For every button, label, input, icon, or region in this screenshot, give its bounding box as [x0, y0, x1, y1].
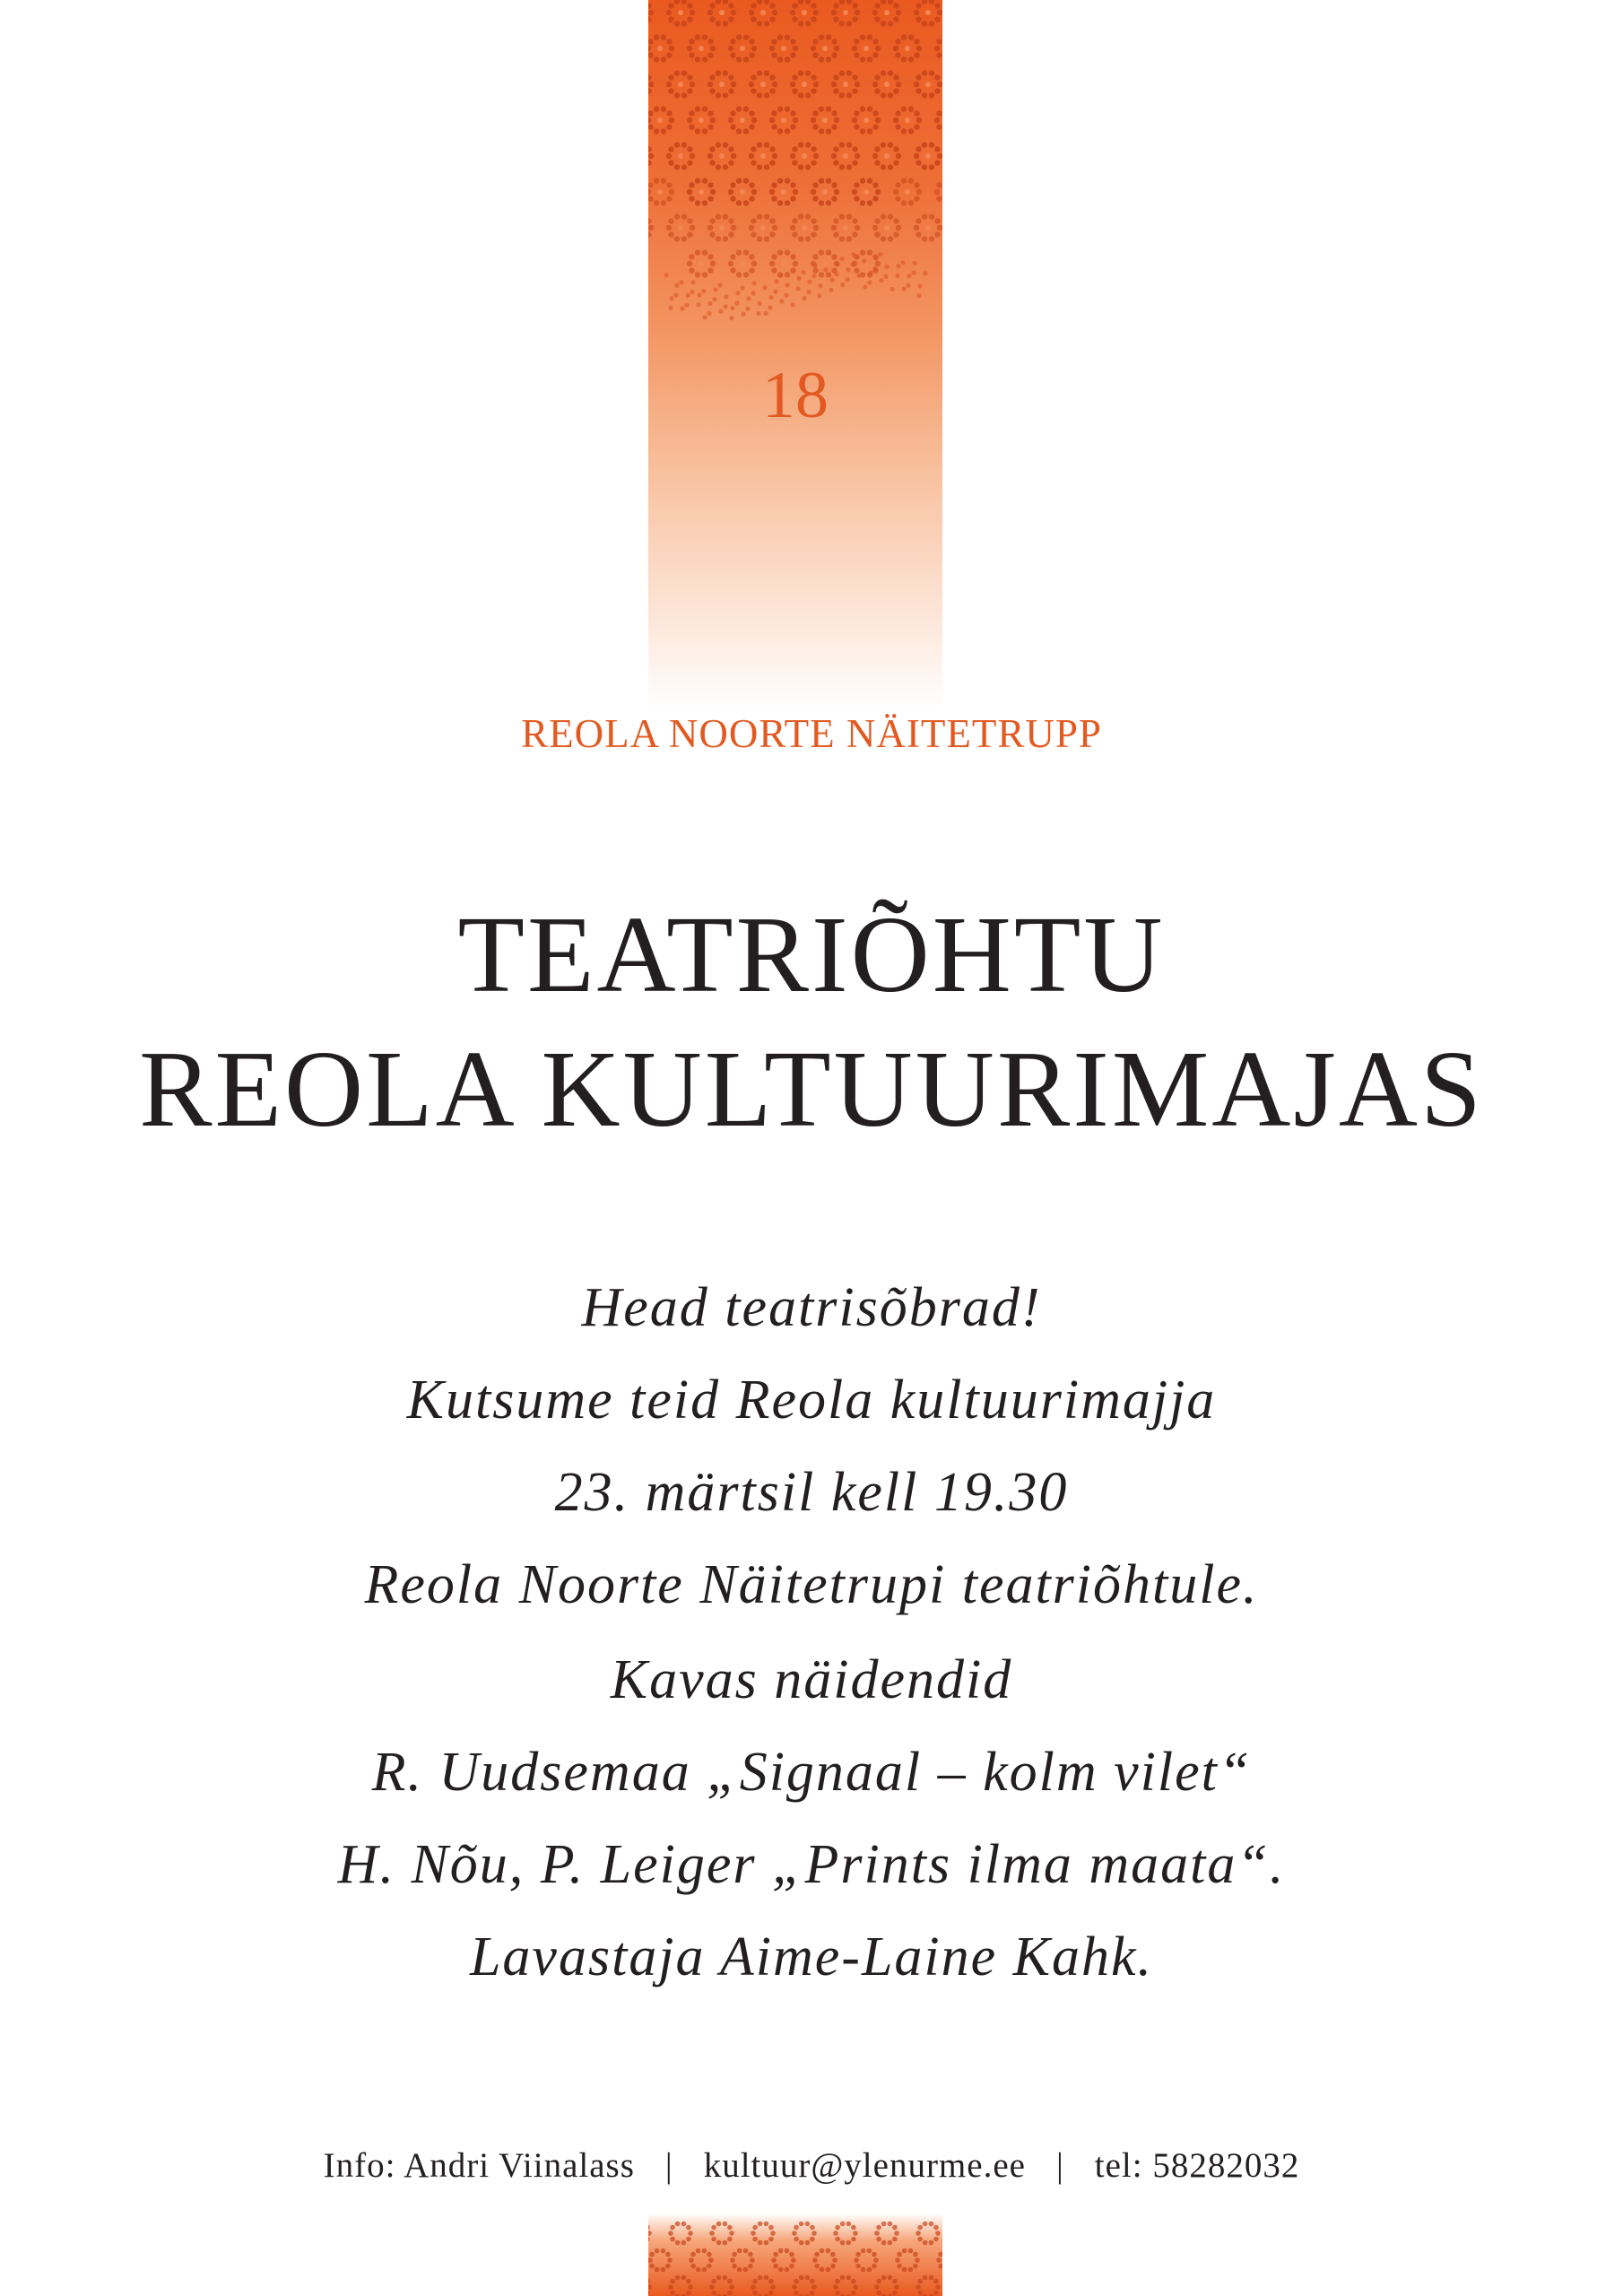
program-line-2: R. Uudsemaa „Signaal – kolm vilet“ — [371, 1742, 1252, 1803]
footer-separator: | — [1055, 2146, 1064, 2185]
decorative-ornament-band-top — [648, 0, 942, 709]
program-line-3: H. Nõu, P. Leiger „Prints ilma maata“. — [337, 1834, 1286, 1895]
title-line-2: REOLA KULTUURIMAJAS — [139, 1029, 1484, 1150]
page-title — [0, 888, 1623, 1157]
invitation-text — [0, 1262, 1623, 1631]
program-text — [0, 1634, 1623, 2004]
footer-email[interactable]: kultuur@ylenurme.ee — [703, 2146, 1026, 2185]
program-line-1: Kavas näidendid — [610, 1649, 1013, 1710]
edition-number: 18 — [762, 359, 829, 432]
invitation-line-4: Reola Noorte Näitetrupi teatriõhtule. — [364, 1554, 1259, 1615]
footer-phone[interactable]: tel: 58282032 — [1094, 2146, 1300, 2185]
troupe-name: REOLA NOORTE NÄITETRUPP — [521, 711, 1102, 756]
footer-info: Info: Andri Viinalass — [323, 2146, 635, 2185]
program-line-4: Lavastaja Aime-Laine Kahk. — [469, 1926, 1154, 1987]
title-line-1: TEATRIÕHTU — [457, 894, 1166, 1015]
contact-footer — [0, 2148, 1623, 2183]
footer-separator: | — [664, 2146, 673, 2185]
lace-pattern-icon — [648, 2213, 942, 2296]
decorative-ornament-band-bottom — [648, 2213, 942, 2296]
lace-pattern-icon — [648, 0, 942, 341]
invitation-line-2: Kutsume teid Reola kultuurimajja — [406, 1370, 1217, 1431]
invitation-line-3: 23. märtsil kell 19.30 — [554, 1462, 1069, 1523]
invitation-line-1: Head teatrisõbrad! — [581, 1277, 1042, 1338]
